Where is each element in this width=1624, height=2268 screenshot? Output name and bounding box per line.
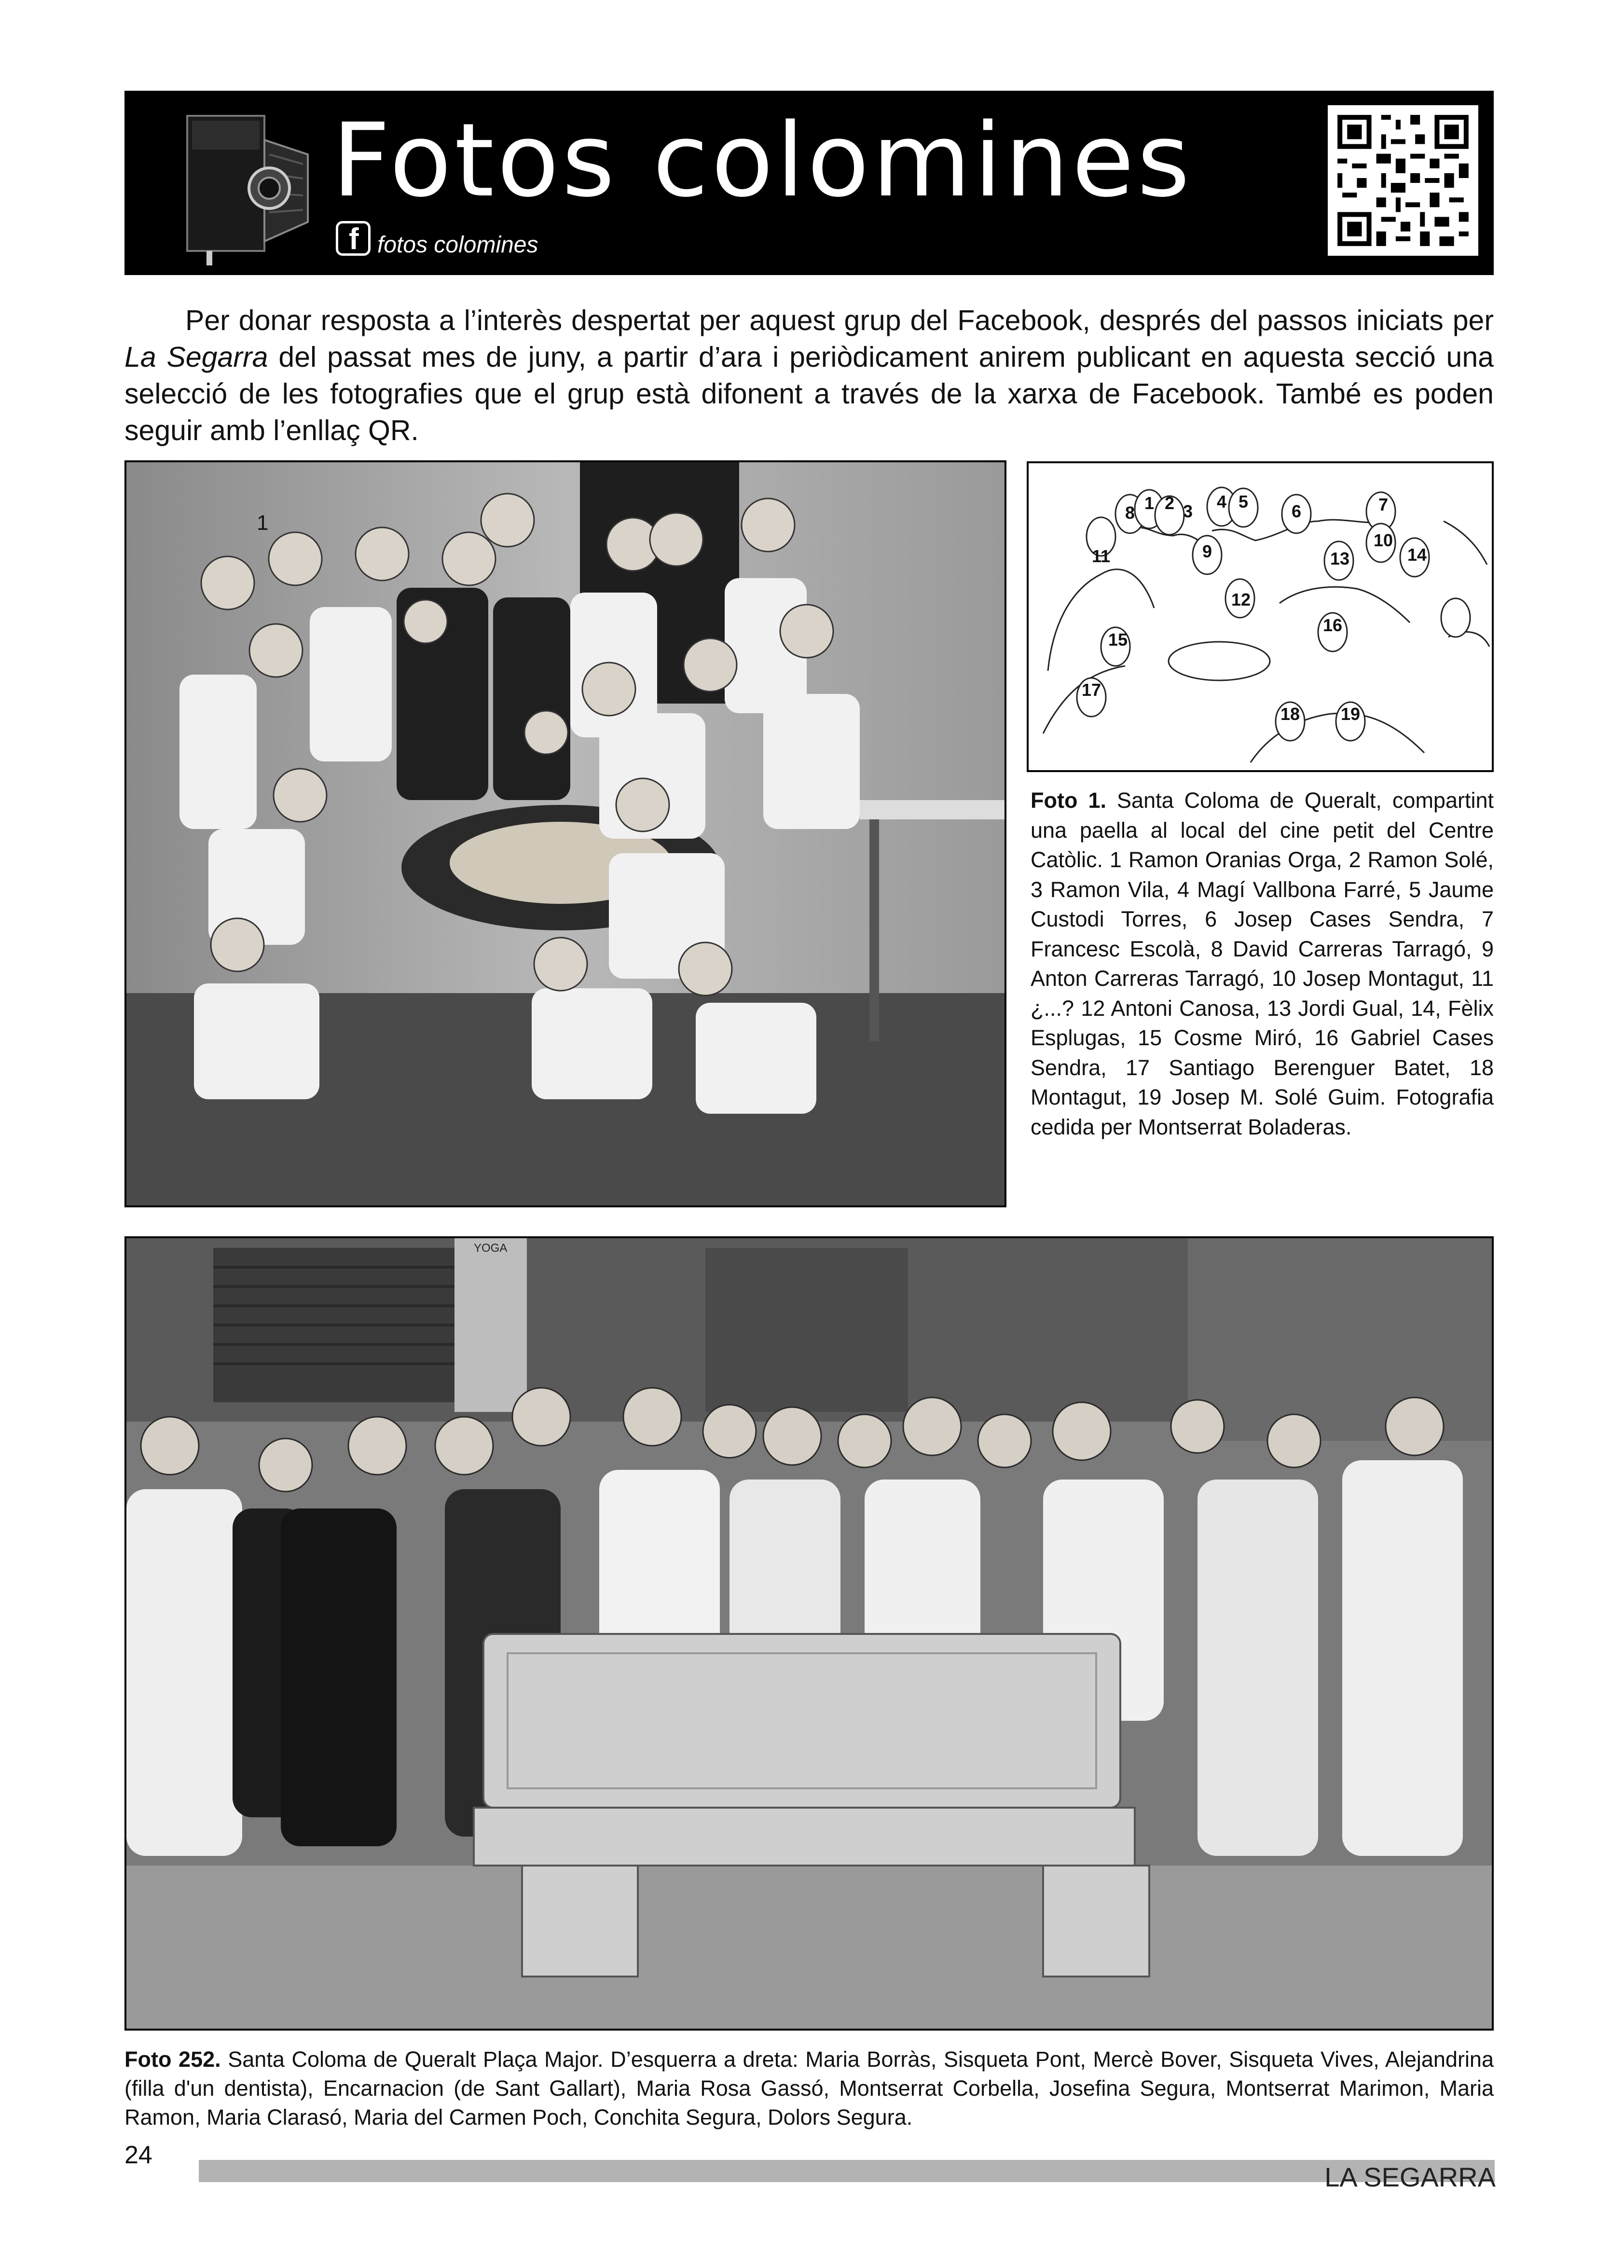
diagram-number-12: 12 <box>1231 590 1251 609</box>
photo-252 <box>124 1236 1494 2031</box>
footer-brand: LA SEGARRA <box>1324 2162 1496 2192</box>
photo-1-caption <box>1031 786 1494 1142</box>
photo-252-caption <box>124 2045 1494 2132</box>
page-number: 24 <box>124 2141 152 2169</box>
diagram-number-18: 18 <box>1280 704 1300 724</box>
diagram-number-5: 5 <box>1238 492 1249 512</box>
diagram-number-1: 1 <box>1144 493 1155 513</box>
diagram-number-13: 13 <box>1330 549 1350 568</box>
intro-lead: Per donar resposta a l’interès despertat per aquest grup del Facebook, després del passos iniciats per <box>185 304 1494 336</box>
photo-252-caption-text: Santa Coloma de Queralt Plaça Major. D’esquerra a dreta: Maria Borràs, Sisqueta Pont, Mercè Bover, Sisqueta Vives, Alejandrina (filla d'un dentista), Encarnacion (de Sant Gallart), Maria Rosa Gassó, Montserrat Corbella, Josefina Segura, Montserrat Marimon, Maria Ramon, Maria Clarasó, Maria del Carmen Poch, Conchita Segura, Dolors Segura. <box>124 2047 1494 2130</box>
header-banner <box>124 91 1494 275</box>
facebook-group-label[interactable]: fotos colomines <box>377 232 538 258</box>
diagram-number-2: 2 <box>1164 493 1175 513</box>
diagram-number-17: 17 <box>1081 680 1101 700</box>
diagram-number-6: 6 <box>1291 501 1302 521</box>
diagram-number-14: 14 <box>1407 545 1427 565</box>
photo-1 <box>124 460 1006 1207</box>
diagram-number-7: 7 <box>1378 495 1389 514</box>
photo-252-image <box>126 1238 1492 2029</box>
publication-name: La Segarra <box>124 341 268 373</box>
diagram-number-19: 19 <box>1340 704 1361 724</box>
section-title: Fotos colomines <box>332 101 1193 220</box>
diagram-number-16: 16 <box>1322 615 1343 635</box>
intro-rest: del passat mes de juny, a partir d’ara i periòdicament anirem publicant en aquesta secció una selecció de les fotografies que el grup està difonent a través de la xarxa de Facebook. També es poden seguir amb l’enllaç QR. <box>124 341 1494 446</box>
photo-1-mark: 1 <box>257 511 269 535</box>
diagram-number-15: 15 <box>1108 630 1128 650</box>
person-key-diagram <box>1027 461 1494 772</box>
diagram-number-11: 11 <box>1091 546 1111 566</box>
photo-1-caption-label: Foto 1. <box>1031 788 1107 813</box>
diagram-number-4: 4 <box>1216 492 1227 512</box>
photo-1-image <box>126 462 1005 1205</box>
photo-1-caption-text: Santa Coloma de Queralt, compartint una paella al local del cine petit del Centre Catòlic. 1 Ramon Oranias Orga, 2 Ramon Solé, 3 Ramon Vila, 4 Magí Vallbona Farré, 5 Jaume Custodi Torres, 6 Josep Cases Sendra, 7 Francesc Escolà, 8 David Carreras Tarragó, 9 Anton Carreras Tarragó, 10 Josep Montagut, 11 ¿...? 12 Antoni Canosa, 13 Jordi Gual, 14, Fèlix Esplugas, 15 Cosme Miró, 16 Gabriel Cases Sendra, 17 Santiago Berenguer Batet, 18 Montagut, 19 Josep M. Solé Guim. Fotografia cedida per Montserrat Boladeras. <box>1031 788 1494 1139</box>
facebook-icon[interactable]: f <box>336 221 371 256</box>
diagram-number-10: 10 <box>1373 530 1393 550</box>
diagram-number-8: 8 <box>1125 503 1135 523</box>
footer-bar <box>199 2160 1495 2182</box>
intro-paragraph <box>124 302 1494 449</box>
qr-code-icon[interactable] <box>1328 105 1478 256</box>
diagram-number-9: 9 <box>1202 541 1212 561</box>
photo-252-caption-label: Foto 252. <box>124 2047 221 2072</box>
wall-sign: YOGA <box>474 1242 508 1255</box>
camera-icon <box>178 101 322 265</box>
diagram-number-3: 3 <box>1183 501 1193 521</box>
